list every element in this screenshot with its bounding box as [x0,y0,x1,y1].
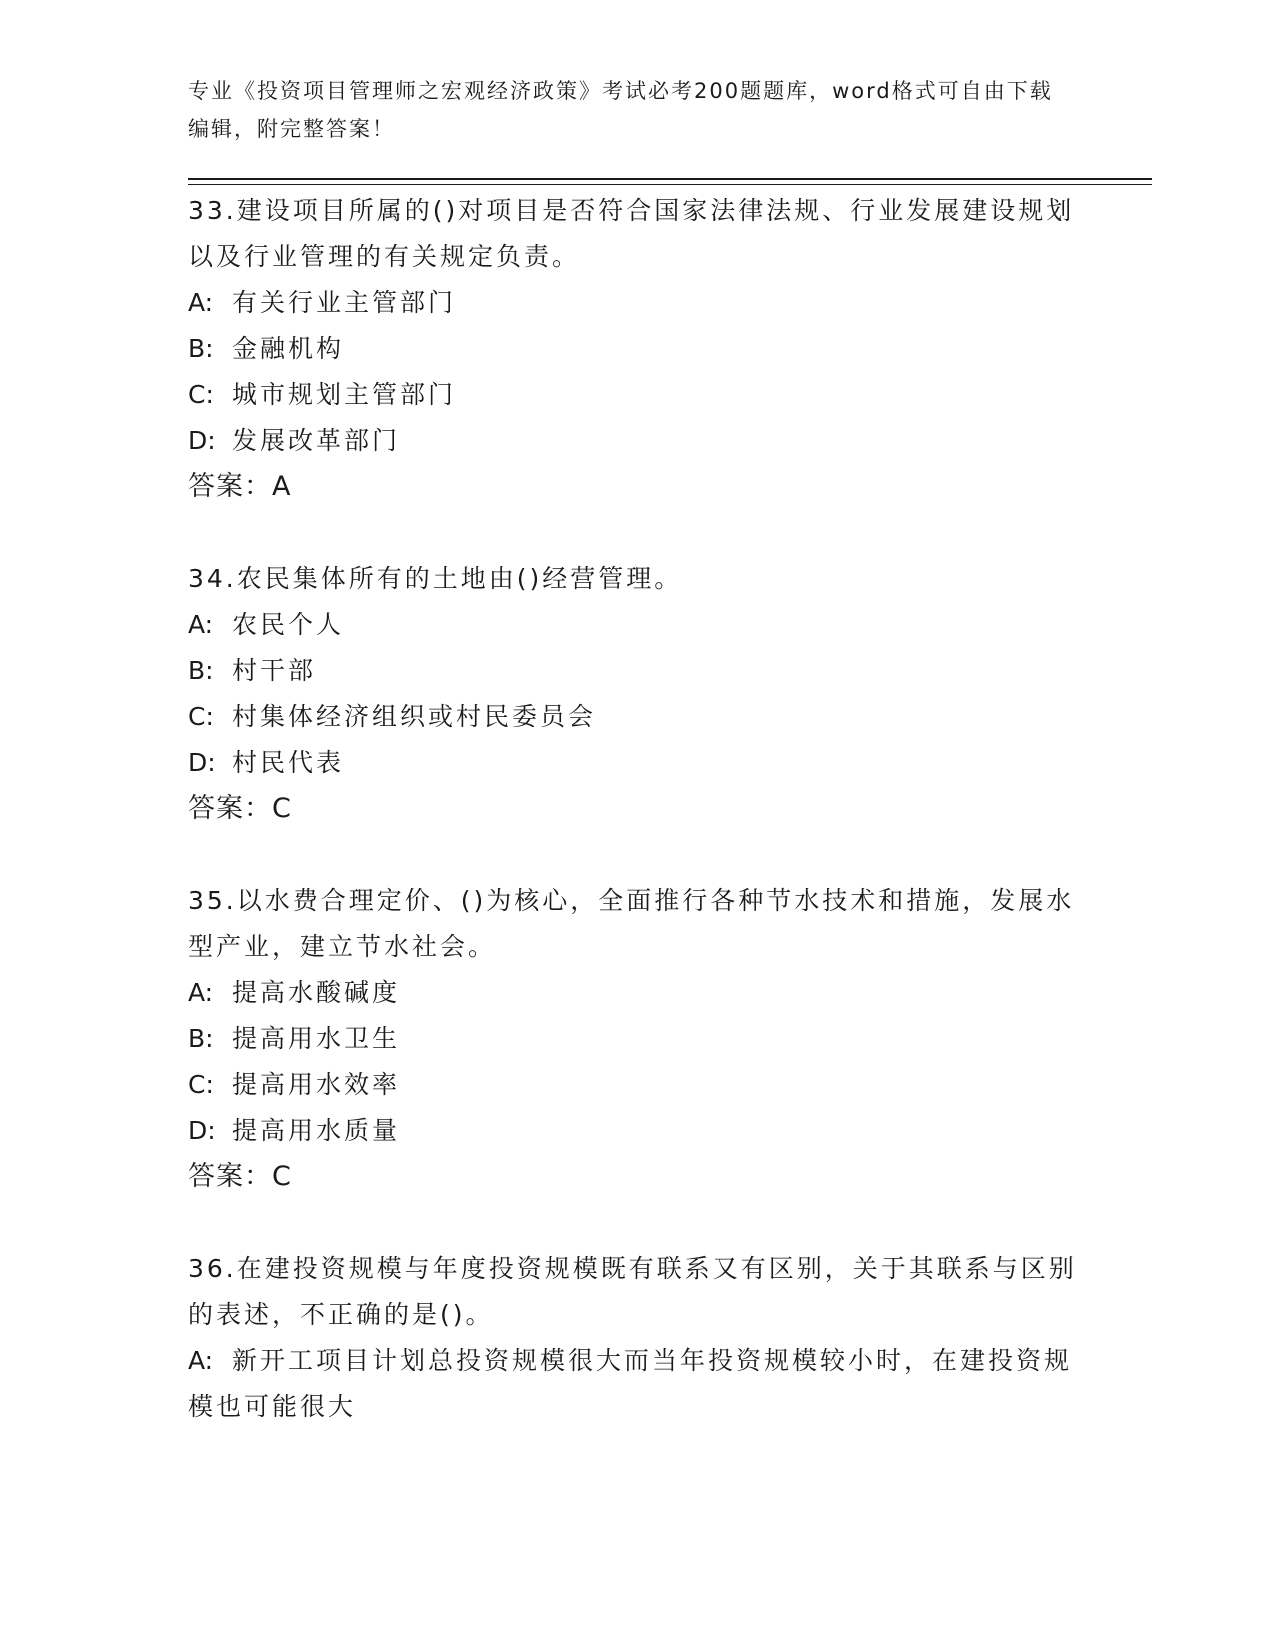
option-text: 金融机构 [232,334,345,363]
option-a [188,1338,1078,1430]
option-letter: A: [188,288,214,317]
document-header: 专业《投资项目管理师之宏观经济政策》考试必考200题题库，word格式可自由下载编辑，附完整答案！ [188,79,1053,141]
option-letter: D: [188,1116,216,1145]
option-letter: B: [188,656,214,685]
answer-line: 答案：C [188,1161,292,1192]
option-letter: A: [188,978,214,1007]
option-c [188,694,1078,740]
header-divider-thick [188,178,1152,180]
answer-line: 答案：C [188,793,292,824]
option-text: 提高用水卫生 [232,1024,401,1053]
option-a [188,280,1078,326]
answer-line: 答案：A [188,471,292,502]
option-text: 新开工项目计划总投资规模很大而当年投资规模较小时，在建投资规模也可能很大 [188,1346,1073,1421]
option-text: 提高水酸碱度 [232,978,401,1007]
question-stem: 33.建设项目所属的()对项目是否符合国家法律法规、行业发展建设规划以及行业管理的有关规定负责。 [188,196,1075,271]
question-stem: 35.以水费合理定价、()为核心，全面推行各种节水技术和措施，发展水型产业，建立节水社会。 [188,886,1075,961]
option-text: 村集体经济组织或村民委员会 [232,702,597,731]
option-a [188,602,1078,648]
option-d [188,418,1078,464]
option-b [188,648,1078,694]
question-36 [188,1246,1078,1430]
option-letter: B: [188,334,214,363]
header-divider-thin [188,184,1152,185]
question-34 [188,556,1078,832]
option-letter: C: [188,380,214,409]
option-letter: A: [188,610,214,639]
option-b [188,1016,1078,1062]
option-letter: D: [188,748,216,777]
option-letter: C: [188,1070,214,1099]
option-a [188,970,1078,1016]
option-letter: C: [188,702,214,731]
option-text: 村民代表 [232,748,345,777]
option-letter: A: [188,1346,214,1375]
question-33 [188,188,1078,510]
option-letter: B: [188,1024,214,1053]
option-text: 农民个人 [232,610,345,639]
option-text: 村干部 [232,656,317,685]
option-text: 有关行业主管部门 [232,288,457,317]
question-list [188,188,1078,1476]
option-text: 提高用水效率 [232,1070,401,1099]
question-stem: 34.农民集体所有的土地由()经营管理。 [188,564,683,593]
question-35 [188,878,1078,1200]
option-text: 城市规划主管部门 [232,380,457,409]
option-b [188,326,1078,372]
option-d [188,1108,1078,1154]
option-c [188,1062,1078,1108]
option-d [188,740,1078,786]
question-stem: 36.在建投资规模与年度投资规模既有联系又有区别，关于其联系与区别的表述，不正确的是()。 [188,1254,1077,1329]
option-c [188,372,1078,418]
option-text: 提高用水质量 [232,1116,401,1145]
option-letter: D: [188,426,216,455]
option-text: 发展改革部门 [232,426,401,455]
